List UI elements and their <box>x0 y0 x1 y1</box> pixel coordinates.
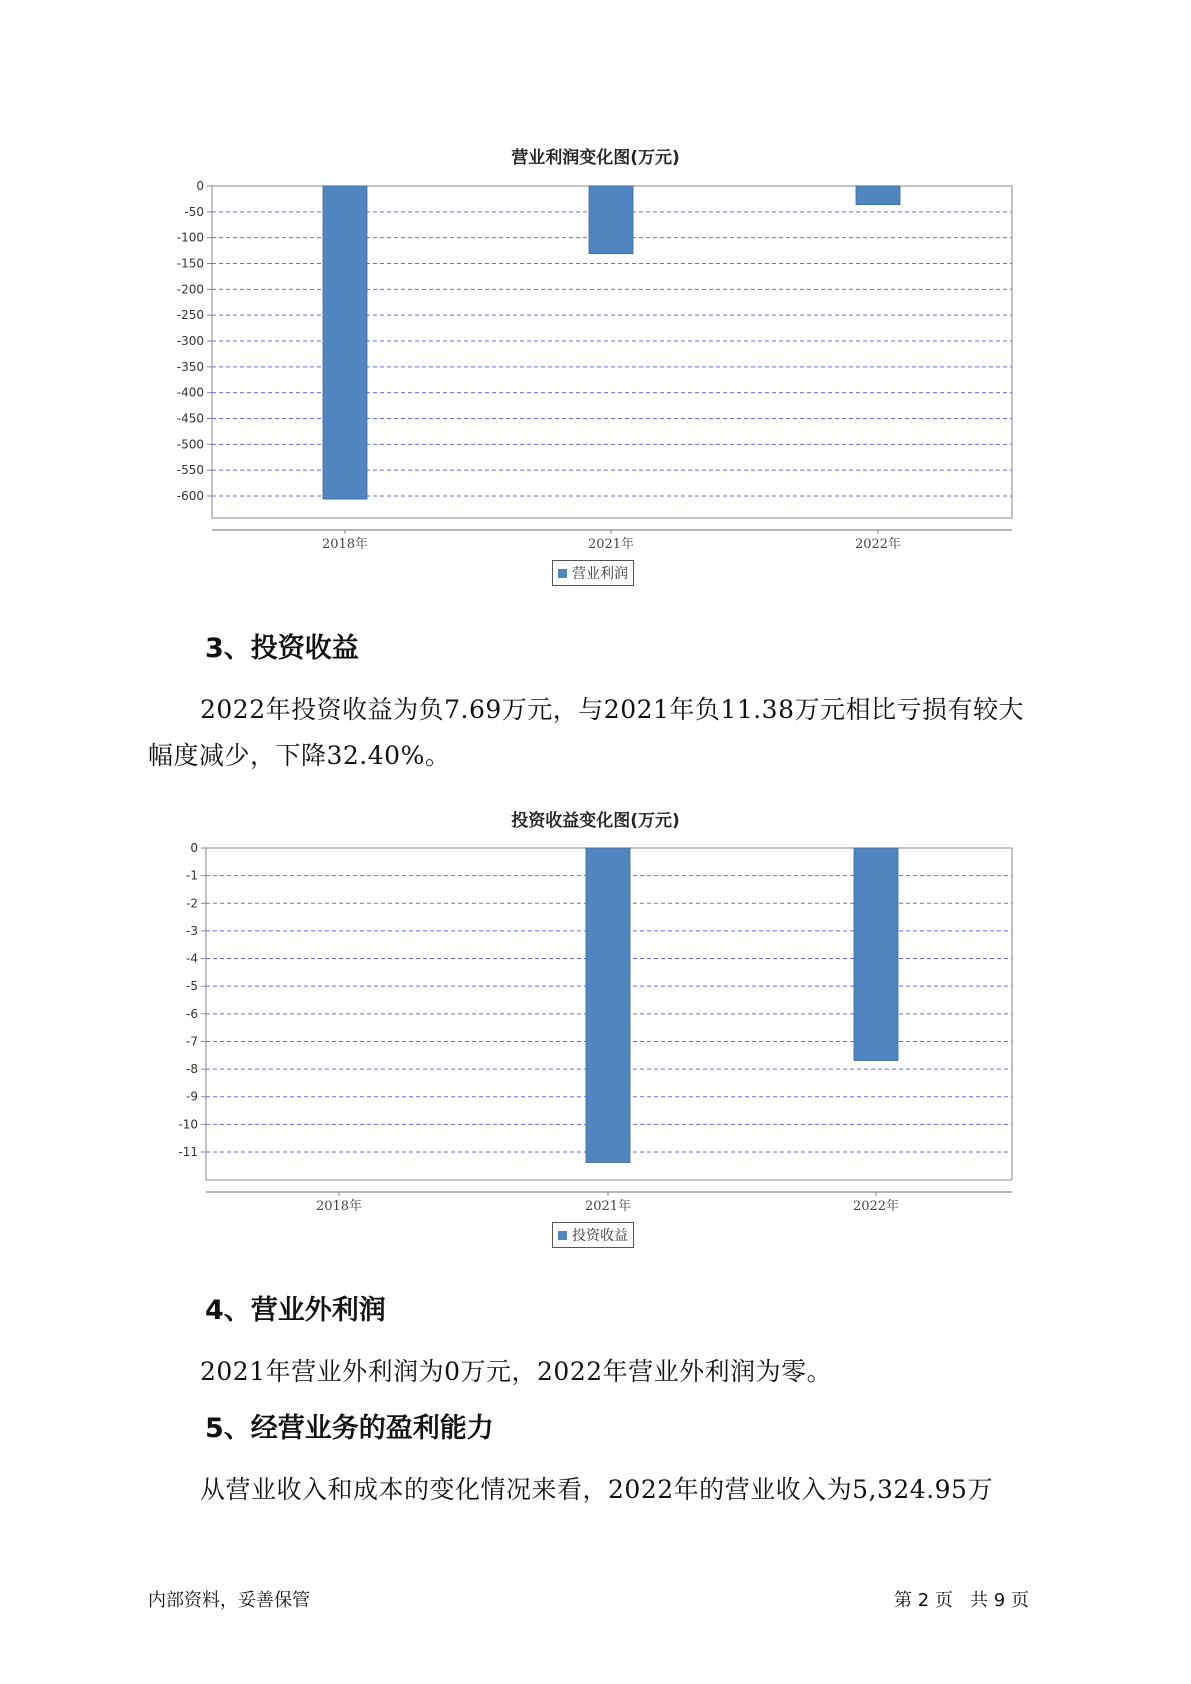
y-tick-label: -10 <box>178 1117 198 1132</box>
y-tick-label: -9 <box>186 1089 198 1104</box>
y-tick-label: -6 <box>186 1006 198 1021</box>
paragraph-line: 幅度减少，下降32.40%。 <box>148 741 451 770</box>
x-tick-label: 2018年 <box>315 1199 363 1214</box>
y-tick-label: -5 <box>186 979 198 994</box>
y-tick-label: -3 <box>186 923 198 938</box>
y-tick-label: -550 <box>176 463 204 478</box>
y-tick-label: -450 <box>176 411 204 426</box>
y-tick-label: -8 <box>186 1062 198 1077</box>
y-tick-label: -4 <box>186 951 198 966</box>
y-tick-label: -400 <box>176 385 204 400</box>
legend-swatch <box>558 1231 567 1240</box>
y-tick-label: -11 <box>178 1145 198 1159</box>
y-tick-label: -150 <box>176 256 204 271</box>
y-tick-label: -2 <box>186 896 198 911</box>
y-tick-label: 0 <box>196 179 204 193</box>
y-tick-label: -500 <box>176 437 204 452</box>
x-tick-label: 2022年 <box>852 1199 900 1214</box>
y-tick-label: -600 <box>176 489 204 503</box>
footer-confidential-note: 内部资料，妥善保管 <box>148 1590 310 1611</box>
x-tick-label: 2021年 <box>587 537 635 552</box>
x-tick-label: 2022年 <box>854 537 902 552</box>
y-tick-label: -1 <box>186 868 198 883</box>
y-tick-label: -7 <box>186 1034 198 1049</box>
paragraph-line: 从营业收入和成本的变化情况来看，2022年的营业收入为5,324.95万 <box>200 1475 993 1504</box>
y-tick-label: -100 <box>176 230 204 245</box>
y-tick-label: -300 <box>176 334 204 348</box>
x-tick-label: 2018年 <box>321 537 369 552</box>
section-heading-profitability: 5、经营业务的盈利能力 <box>205 1413 494 1444</box>
chart-title: 营业利润变化图(万元) <box>511 148 680 168</box>
chart-title: 投资收益变化图(万元) <box>511 811 680 831</box>
y-tick-label: -350 <box>176 359 204 374</box>
section-heading-investment-income: 3、投资收益 <box>205 633 359 664</box>
legend-label: 营业利润 <box>572 566 628 582</box>
bar <box>854 848 898 1061</box>
y-tick-label: -250 <box>176 308 204 323</box>
section-heading-non-operating-profit: 4、营业外利润 <box>205 1295 386 1326</box>
paragraph-line: 2021年营业外利润为0万元，2022年营业外利润为零。 <box>200 1357 833 1386</box>
bar <box>586 848 630 1163</box>
x-tick-label: 2021年 <box>584 1199 632 1214</box>
paragraph-line: 2022年投资收益为负7.69万元，与2021年负11.38万元相比亏损有较大 <box>200 695 1024 724</box>
footer-page-number: 第 2 页 共 9 页 <box>894 1590 1029 1611</box>
y-tick-label: -200 <box>176 282 204 297</box>
y-tick-label: 0 <box>190 841 198 855</box>
chart-legend <box>552 1222 634 1248</box>
legend-label: 投资收益 <box>572 1228 628 1244</box>
y-tick-label: -50 <box>184 204 204 219</box>
